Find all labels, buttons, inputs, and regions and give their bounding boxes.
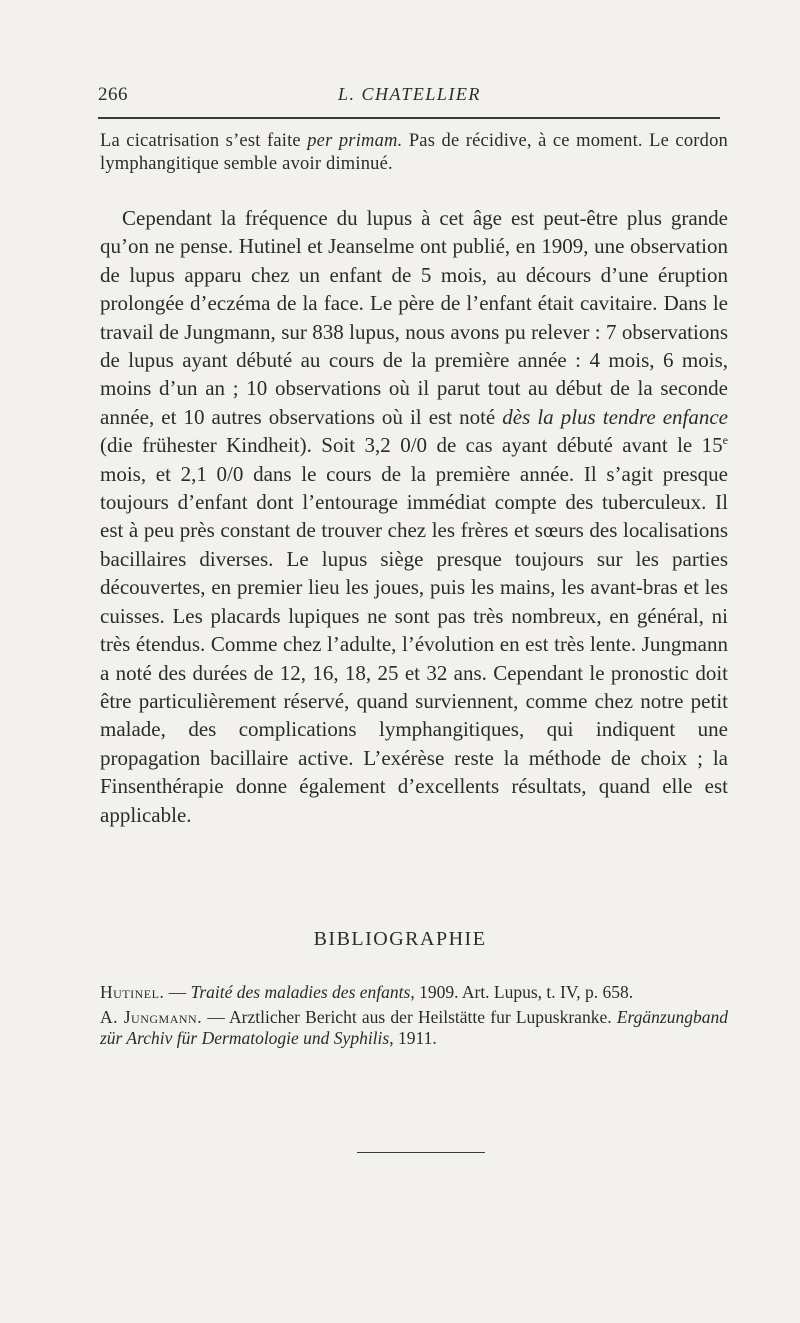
- paragraph-2-italic: dès la plus tendre enfance: [502, 404, 728, 429]
- bibliography-list: [100, 982, 728, 1053]
- paragraph-2-superscript: e: [722, 433, 728, 448]
- paragraph-2-text-a: Cependant la fréquence du lupus à cet âge est peut-être plus grande qu’on ne pense. Hutinel et Jeanselme ont publié, en 1909, une observation de lupus apparu chez un enfant de 5 mois, au décours d’une éruption prolongée d’eczéma de la face. Le père de l’enfant était cavitaire. Dans le travail de Jungmann, sur 838 lupus, nous avons pu relever : 7 observations de lupus ayant débuté au cours de la première année : 4 mois, 6 mois, moins d’un an ; 10 observations où il parut tout au début de la seconde année, et 10 autres observations où il est noté: [100, 206, 728, 429]
- paragraph-2: [100, 204, 728, 829]
- paragraph-1-italic: per primam.: [307, 131, 403, 151]
- paragraph-2-text-c: mois, et 2,1 0/0 dans le cours de la première année. Il s’agit presque toujours d’enfant dont l’entourage immédiat compte des tuberculeux. Il est à peu près constant de trouver chez les frères et sœurs des localisations bacillaires diverses. Le lupus siège presque toujours sur les parties découvertes, en premier lieu les joues, puis les mains, les avant-bras et les cuisses. Les placards lupiques ne sont pas très nombreux, en général, ni très étendus. Comme chez l’adulte, l’évolution en est très lente. Jungmann a noté des durées de 12, 16, 18, 25 et 32 ans. Cependant le pronostic doit être particulièrement réservé, quand surviennent, comme chez notre petit malade, des complications lymphangitiques, qui indiquent une propagation bacillaire active. L’exérèse reste la méthode de choix ; la Finsenthérapie donne également d’excellents résultats, quand elle est applicable.: [100, 461, 728, 827]
- paragraph-2-text-b: (die frühester Kindheit). Soit 3,2 0/0 de cas ayant débuté avant le 15: [100, 433, 723, 458]
- body-text: [100, 130, 728, 829]
- ref-title: Ergänzungband zür Archiv für Dermatologie und Syphilis: [100, 1006, 728, 1048]
- running-head: L. CHATELLIER: [338, 84, 481, 104]
- ref-details: , 1909. Art. Lupus, t. IV, p. 658.: [410, 982, 634, 1002]
- paragraph-1-text-b: Pas de récidive, à ce moment. Le cordon lymphangitique semble avoir diminué.: [100, 131, 728, 174]
- ref-text: Arztlicher Bericht aus der Heilstätte fur Lupuskranke.: [229, 1006, 617, 1027]
- ref-author: Hutinel.: [100, 982, 165, 1002]
- ref-separator: —: [202, 1006, 230, 1027]
- ref-title: Traité des maladies des enfants: [190, 982, 411, 1002]
- ref-details: , 1911.: [389, 1028, 437, 1048]
- bibliography-entry: [100, 1007, 728, 1050]
- page-number: 266: [98, 84, 128, 105]
- bibliography-entry: [100, 982, 728, 1004]
- ref-separator: —: [164, 982, 191, 1002]
- paragraph-1-text-a: La cicatrisation s’est faite: [100, 131, 308, 151]
- page-header: [98, 84, 720, 110]
- paragraph-1: [100, 130, 728, 176]
- closing-rule: [357, 1152, 485, 1153]
- ref-author: A. Jungmann.: [100, 1006, 203, 1027]
- header-rule: [98, 117, 720, 119]
- bibliography-title: BIBLIOGRAPHIE: [313, 928, 487, 950]
